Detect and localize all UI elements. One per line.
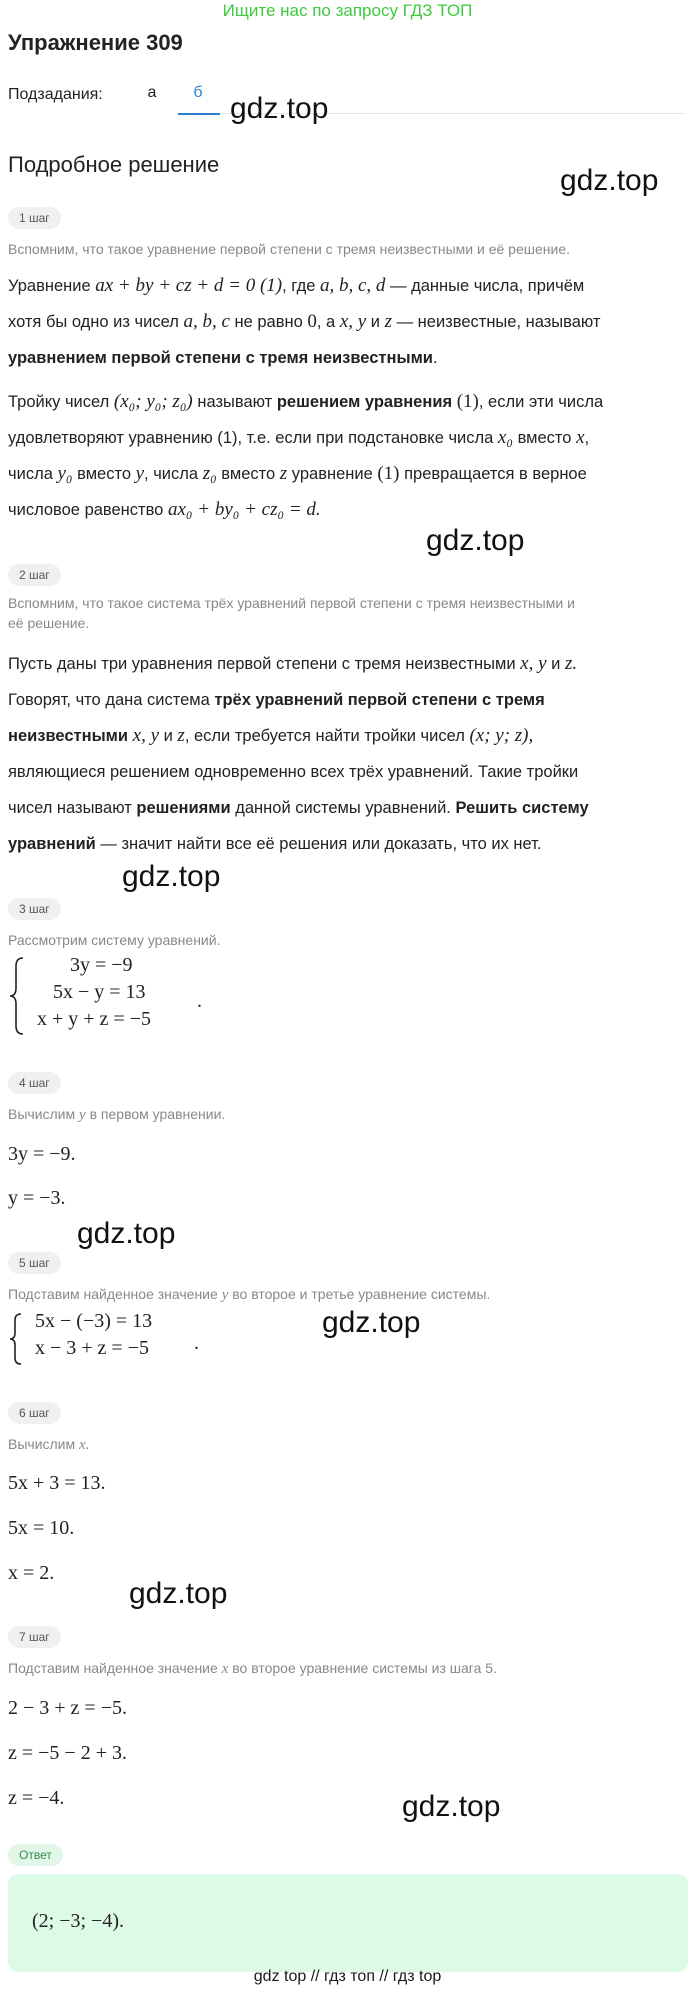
watermark: gdz.top (402, 1790, 501, 1823)
active-tab-indicator (178, 113, 220, 115)
step-badge: 7 шаг (8, 1626, 61, 1648)
system-equation: 3y = −9 (70, 954, 133, 976)
equation-line: y = −3. (8, 1187, 66, 1209)
step-badge: 1 шаг (8, 207, 61, 229)
equation-line: x = 2. (8, 1562, 55, 1584)
watermark: gdz.top (322, 1306, 421, 1339)
system-dot: . (194, 1332, 199, 1354)
step-badge: 4 шаг (8, 1072, 61, 1094)
section-title: Подробное решение (8, 152, 220, 177)
footer-links[interactable]: gdz top // гдз топ // гдз top (253, 1968, 442, 1985)
equation-line: 2 − 3 + z = −5. (8, 1697, 127, 1719)
step1-paragraph2: Тройку чисел (x₀; y₀; z₀) называют решением уравнения (1), если эти числа удовлетворяют уравнению (1), т.е. если при подстановке числа x₀ вместо x, числа y₀ вместо y, числа z₀ вместо z уравнение (1) превращается в верное числовое равенство ax₀ + by₀ + cz₀ = d. (8, 391, 604, 520)
step-description: Вспомним, что такое система трёх уравнений первой степени с тремя неизвестными и её решение. (8, 595, 575, 631)
system-equation: x + y + z = −5 (37, 1008, 151, 1030)
step-description: Рассмотрим систему уравнений. (8, 932, 221, 948)
equation-system (8, 954, 228, 1040)
step2-paragraph: Пусть даны три уравнения первой степени с тремя неизвестными x, y и z. Говорят, что дана система трёх уравнений первой степени с тремя неизвестными x, y и z, если требуется найти тройки чисел (x; y; z), являющиеся решением одновременно всех трёх уравнений. Такие тройки чисел называют решениями данной системы уравнений. Решить систему уравнений — значит найти все её решения или доказать, что их нет. (8, 653, 589, 853)
step-badge: 5 шаг (8, 1252, 61, 1274)
step-description: Вычислим y в первом уравнении. (8, 1106, 226, 1123)
subtask-tab-a[interactable]: а (147, 84, 157, 101)
step-description: Вычислим x. (8, 1436, 90, 1453)
watermark: gdz.top (230, 92, 329, 125)
step-badge: 2 шаг (8, 564, 61, 586)
step-badge: 6 шаг (8, 1402, 61, 1424)
equation-line: z = −4. (8, 1787, 65, 1809)
system-dot: . (197, 990, 202, 1012)
step-description: Вспомним, что такое уравнение первой степени с тремя неизвестными и её решение. (8, 241, 570, 257)
step-description: Подставим найденное значение x во второе уравнение системы из шага 5. (8, 1660, 497, 1677)
equation-system (8, 1310, 208, 1370)
step1-paragraph1: Уравнение ax + by + cz + d = 0 (1), где a, b, c, d — данные числа, причём хотя бы одно из чисел a, b, c не равно 0, а x, y и z — неизвестные, называют уравнением первой степени с тремя неизвестными. (8, 275, 601, 367)
system-equation: x − 3 + z = −5 (35, 1337, 149, 1359)
answer-text: (2; −3; −4). (32, 1910, 124, 1932)
equation-line: z = −5 − 2 + 3. (8, 1742, 127, 1764)
watermark: gdz.top (122, 860, 221, 893)
equation-line: 3y = −9. (8, 1143, 76, 1165)
system-equation: 5x − y = 13 (53, 981, 146, 1003)
watermark: gdz.top (129, 1577, 228, 1610)
subtasks-label: Подзадания: (8, 86, 103, 103)
watermark: gdz.top (560, 164, 659, 197)
exercise-title: Упражнение 309 (8, 30, 183, 55)
search-banner: Ищите нас по запросу ГДЗ ТОП (222, 1, 473, 20)
left-brace-icon (8, 1312, 24, 1366)
system-equation: 5x − (−3) = 13 (35, 1310, 153, 1332)
left-brace-icon (8, 956, 26, 1036)
equation-line: 5x = 10. (8, 1517, 75, 1539)
watermark: gdz.top (77, 1217, 176, 1250)
step-description: Подставим найденное значение y во второе и третье уравнение системы. (8, 1286, 491, 1303)
subtask-tab-b[interactable]: б (193, 84, 203, 101)
watermark: gdz.top (426, 524, 525, 557)
step-badge: 3 шаг (8, 898, 61, 920)
answer-badge: Ответ (8, 1844, 63, 1866)
equation-line: 5x + 3 = 13. (8, 1472, 106, 1494)
